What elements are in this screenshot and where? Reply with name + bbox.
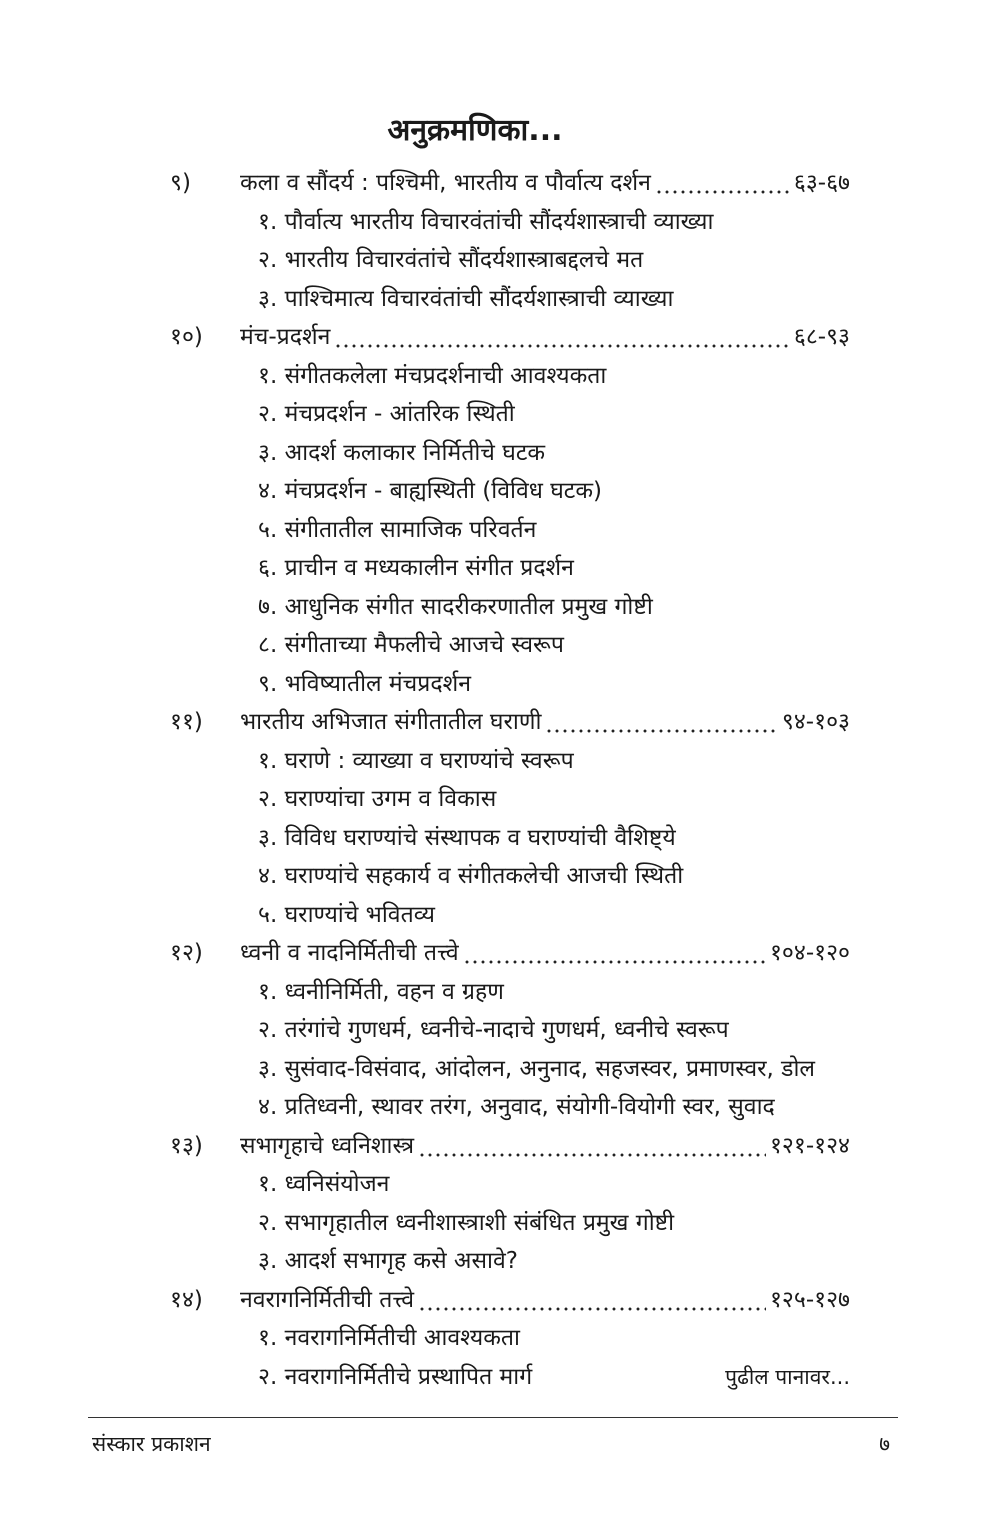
section-title: २. मंचप्रदर्शन - आंतरिक स्थिती <box>258 401 515 427</box>
section-item <box>170 742 875 781</box>
chapter-pages: १२५-१२७ <box>769 1286 850 1313</box>
dot-leader <box>545 729 777 733</box>
section-title: ३. विविध घराण्यांचे संस्थापक व घराण्यांची वैशिष्ट्ये <box>258 824 676 851</box>
section-item <box>170 241 875 280</box>
section-title: ४. प्रतिध्वनी, स्थावर तरंग, अनुवाद, संयोगी-वियोगी स्वर, सुवाद <box>258 1094 775 1120</box>
chapter-title: भारतीय अभिजात संगीतातील घराणी <box>240 709 542 735</box>
section-item <box>170 357 875 396</box>
chapter-pages: ९४-१०३ <box>781 709 850 735</box>
dot-leader <box>334 344 789 348</box>
chapter-row <box>170 318 875 357</box>
section-item <box>170 1358 875 1397</box>
chapter-title: मंच-प्रदर्शन <box>240 324 331 350</box>
section-item <box>170 203 875 242</box>
section-item <box>170 1088 875 1127</box>
chapter-pages: ६८-९३ <box>793 324 850 350</box>
section-item <box>170 511 875 550</box>
section-title: ३. पाश्चिमात्य विचारवंतांची सौंदर्यशास्त्राची व्याख्या <box>258 285 674 312</box>
section-title: १. ध्वनिसंयोजन <box>258 1171 390 1197</box>
section-title: ४. घराण्यांचे सहकार्य व संगीतकलेची आजची स्थिती <box>258 863 684 889</box>
section-item <box>170 395 875 434</box>
dot-leader <box>463 960 766 964</box>
chapter-number: ११) <box>170 709 203 735</box>
chapter-row <box>170 1281 875 1320</box>
section-title: २. नवरागनिर्मितीचे प्रस्थापित मार्ग <box>258 1363 533 1390</box>
chapter-row <box>170 164 875 203</box>
chapter-number: ९) <box>170 170 191 196</box>
section-title: ९. भविष्यातील मंचप्रदर्शन <box>258 670 471 697</box>
section-item <box>170 1242 875 1281</box>
chapter-number: १३) <box>170 1132 203 1159</box>
chapter-number: १०) <box>170 324 203 350</box>
dot-leader <box>418 1307 766 1311</box>
section-title: ४. मंचप्रदर्शन - बाह्यस्थिती (विविध घटक) <box>258 478 603 504</box>
section-title: ३. सुसंवाद-विसंवाद, आंदोलन, अनुनाद, सहजस्वर, प्रमाणस्वर, डोल <box>258 1055 815 1082</box>
section-title: १. घराणे : व्याख्या व घराण्यांचे स्वरूप <box>258 747 574 774</box>
section-item <box>170 819 875 858</box>
section-title: ६. प्राचीन व मध्यकालीन संगीत प्रदर्शन <box>258 555 574 581</box>
section-item <box>170 549 875 588</box>
section-title: १. पौर्वात्य भारतीय विचारवंतांची सौंदर्यशास्त्राची व्याख्या <box>258 208 714 235</box>
section-item <box>170 665 875 704</box>
section-title: १. ध्वनीनिर्मिती, वहन व ग्रहण <box>258 978 504 1005</box>
section-item <box>170 626 875 665</box>
section-title: २. भारतीय विचारवंतांचे सौंदर्यशास्त्राबद्दलचे मत <box>258 247 644 273</box>
section-title: ३. आदर्श सभागृह कसे असावे? <box>258 1248 518 1274</box>
section-item <box>170 1050 875 1089</box>
section-item <box>170 588 875 627</box>
dot-leader <box>655 190 790 194</box>
chapter-number: १२) <box>170 940 203 966</box>
continued-note: पुढील पानावर... <box>725 1364 850 1389</box>
footer-publisher: संस्कार प्रकाशन <box>92 1432 211 1456</box>
section-item <box>170 896 875 935</box>
section-item <box>170 280 875 319</box>
section-title: १. नवरागनिर्मितीची आवश्यकता <box>258 1325 520 1351</box>
page-title: अनुक्रमणिका... <box>387 113 563 148</box>
footer-page-number: ७ <box>879 1432 890 1456</box>
chapter-row <box>170 1127 875 1166</box>
section-title: २. घराण्यांचा उगम व विकास <box>258 786 497 812</box>
chapter-pages: १२१-१२४ <box>769 1132 850 1159</box>
chapter-pages: १०४-१२० <box>769 940 850 966</box>
section-title: ८. संगीताच्या मैफलीचे आजचे स्वरूप <box>258 632 564 658</box>
section-title: २. सभागृहातील ध्वनीशास्त्राशी संबंधित प्रमुख गोष्टी <box>258 1209 675 1236</box>
section-item <box>170 780 875 819</box>
section-title: ५. संगीतातील सामाजिक परिवर्तन <box>258 516 537 543</box>
table-of-contents <box>170 164 875 1396</box>
section-title: २. तरंगांचे गुणधर्म, ध्वनीचे-नादाचे गुणधर्म, ध्वनीचे स्वरूप <box>258 1017 729 1043</box>
chapter-row <box>170 934 875 973</box>
footer-divider <box>88 1417 898 1418</box>
chapter-title: ध्वनी व नादनिर्मितीची तत्त्वे <box>240 940 459 966</box>
chapter-number: १४) <box>170 1286 203 1313</box>
section-item <box>170 472 875 511</box>
chapter-title: नवरागनिर्मितीची तत्त्वे <box>240 1286 415 1313</box>
section-item <box>170 434 875 473</box>
section-title: १. संगीतकलेला मंचप्रदर्शनाची आवश्यकता <box>258 362 607 389</box>
section-item <box>170 1204 875 1243</box>
section-item <box>170 1011 875 1050</box>
section-item <box>170 1319 875 1358</box>
chapter-title: कला व सौंदर्य : पश्चिमी, भारतीय व पौर्वात्य दर्शन <box>240 170 651 196</box>
section-title: ५. घराण्यांचे भवितव्य <box>258 901 435 928</box>
chapter-pages: ६३-६७ <box>793 170 850 196</box>
section-title: ३. आदर्श कलाकार निर्मितीचे घटक <box>258 439 546 466</box>
chapter-title: सभागृहाचे ध्वनिशास्त्र <box>240 1132 415 1159</box>
section-item <box>170 973 875 1012</box>
chapter-row <box>170 703 875 742</box>
section-item <box>170 1165 875 1204</box>
section-item <box>170 857 875 896</box>
dot-leader <box>418 1153 766 1157</box>
section-title: ७. आधुनिक संगीत सादरीकरणातील प्रमुख गोष्टी <box>258 593 653 620</box>
